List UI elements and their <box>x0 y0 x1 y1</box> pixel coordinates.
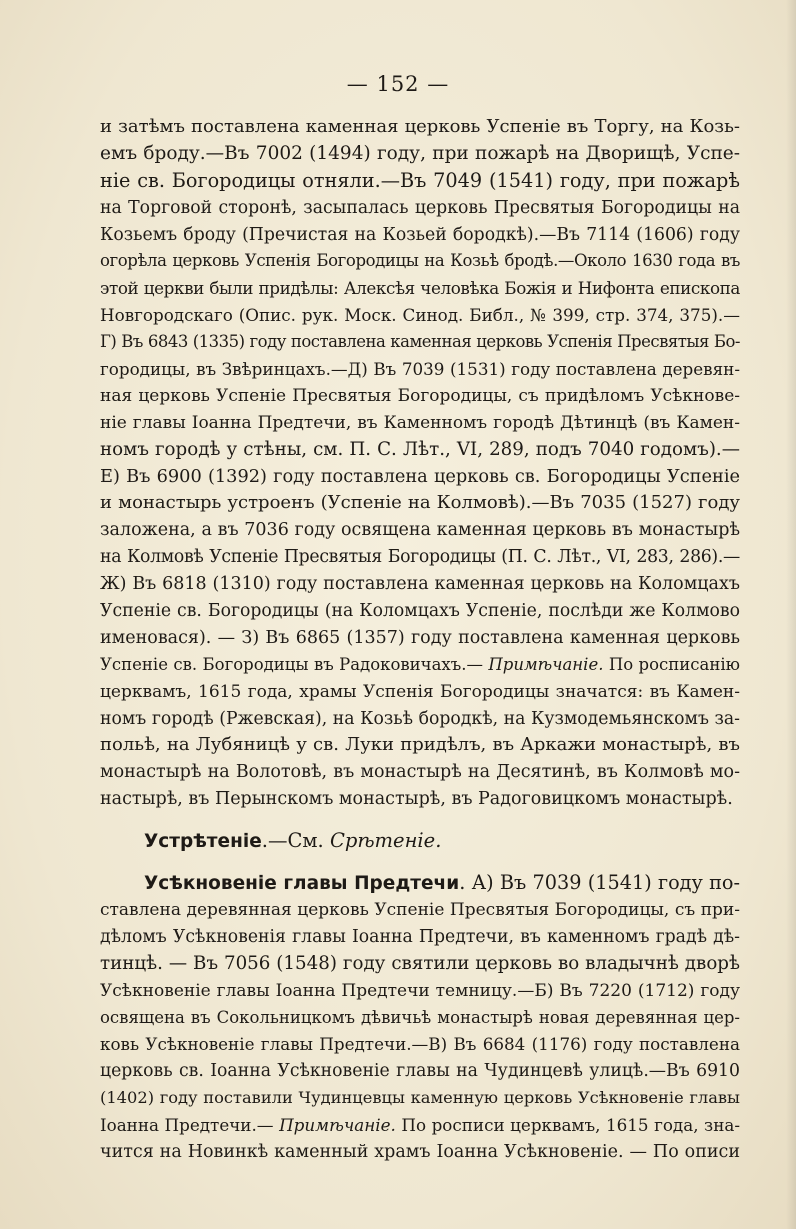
entry-sretenie <box>100 828 740 855</box>
text-line: монастырѣ на Волотовѣ, въ монастырѣ на Десятинѣ, въ Колмовѣ мо- <box>100 762 740 783</box>
text-run: По росписи церквамъ, 1615 года, зна- <box>395 1115 741 1136</box>
text-line: ная церковь Успеніе Пресвятыя Богородицы, съ придѣломъ Усѣкнове- <box>100 385 740 406</box>
text-line: Козьемъ броду (Пречистая на Козьей бородкѣ).—Въ 7114 (1606) году <box>100 224 740 245</box>
entry-heading: Устрѣтеніе <box>144 831 262 853</box>
text-line: ніе главы Іоанна Предтечи, въ Каменномъ городѣ Дѣтинцѣ (въ Камен- <box>100 412 740 433</box>
text-line: ставлена деревянная церковь Успеніе Пресвятыя Богородицы, съ при- <box>100 899 740 920</box>
text-line: церквамъ, 1615 года, храмы Успенія Богородицы значатся: въ Камен- <box>100 681 740 702</box>
text-line: тинцѣ. — Въ 7056 (1548) году святили церковь во владычнѣ дворѣ <box>100 952 740 974</box>
text-run: . А) Въ 7039 (1541) году по- <box>459 871 741 895</box>
text-line: городицы, въ Звѣринцахъ.—Д) Въ 7039 (1531) году поставлена деревян- <box>100 359 740 380</box>
text-line: и монастырь устроенъ (Успеніе на Колмовѣ).—Въ 7035 (1527) году <box>100 492 740 514</box>
text-line: настырѣ, въ Перынскомъ монастырѣ, въ Радоговицкомъ монастырѣ. <box>100 789 733 810</box>
text-line: Г) Въ 6843 (1335) году поставлена каменная церковь Успенія Пресвятыя Бо- <box>100 332 740 352</box>
paragraph-gap <box>100 813 740 828</box>
text-line: номъ городѣ у стѣны, см. П. С. Лѣт., VI, 289, подъ 7040 годомъ).— <box>100 438 740 460</box>
text-line: Новгородскаго (Опис. рук. Моск. Синод. Библ., № 399, стр. 374, 375).— <box>100 305 740 326</box>
text-line: ніе св. Богородицы отняли.—Въ 7049 (1541) году, при пожарѣ <box>100 168 740 192</box>
text-line <box>100 652 740 679</box>
text-line: церковь св. Іоанна Усѣкновеніе главы на Чудинцевѣ улицѣ.—Въ 6910 <box>100 1061 740 1082</box>
text-run: .—См. <box>261 829 330 853</box>
text-line: этой церкви были придѣлы: Алексѣя человѣка Божія и Нифонта епископа <box>100 278 740 299</box>
text-line: на Торговой сторонѣ, засыпалась церковь Пресвятыя Богородицы на <box>100 197 740 218</box>
body-text <box>100 114 740 1166</box>
text-run: По росписанію <box>603 654 741 674</box>
text-line: польѣ, на Лубяницѣ у св. Луки придѣлъ, въ Аркажи монастырѣ, въ <box>100 734 740 756</box>
text-line: чится на Новинкѣ каменный храмъ Іоанна Усѣкновеніе. — По описи <box>100 1141 740 1162</box>
text-line <box>100 1112 740 1139</box>
entry-usek-first-line <box>100 870 740 897</box>
text-line: Ж) Въ 6818 (1310) году поставлена каменная церковь на Коломцахъ <box>100 574 740 595</box>
text-line: номъ городѣ (Ржевская), на Козьѣ бородкѣ, на Кузмодемьянскомъ за- <box>100 708 740 729</box>
paragraph-gap <box>100 855 740 870</box>
note-label: Примѣчаніе. <box>279 1115 396 1136</box>
text-run: Успеніе св. Богородицы въ Радоковичахъ.— <box>100 654 489 674</box>
text-run: Іоанна Предтечи.— <box>100 1115 280 1136</box>
text-line: емъ броду.—Въ 7002 (1494) году, при пожарѣ на Дворищѣ, Успе- <box>100 142 740 164</box>
page-edge-shadow <box>786 0 796 1229</box>
text-line: ковь Усѣкновеніе главы Предтечи.—В) Въ 6684 (1176) году поставлена <box>100 1034 740 1055</box>
text-line: Е) Въ 6900 (1392) году поставлена церковь св. Богородицы Успеніе <box>100 466 740 487</box>
cross-reference: Срѣтеніе. <box>329 829 442 853</box>
note-label: Примѣчаніе. <box>488 654 604 674</box>
page-number: — 152 — <box>346 72 450 96</box>
text-line: огорѣла церковь Успенія Богородицы на Козьѣ бродѣ.—Около 1630 года въ <box>100 251 740 271</box>
text-line: заложена, а въ 7036 году освящена каменная церковь въ монастырѣ <box>100 520 740 541</box>
text-line: (1402) году поставили Чудинцевцы каменную церковь Усѣкновеніе главы <box>100 1088 740 1108</box>
text-line: Успеніе св. Богородицы (на Коломцахъ Успеніе, послѣди же Колмово <box>100 601 740 622</box>
text-line: именовася). — З) Въ 6865 (1357) году поставлена каменная церковь <box>100 627 740 648</box>
text-line: на Колмовѣ Успеніе Пресвятыя Богородицы (П. С. Лѣт., VI, 283, 286).— <box>100 547 740 568</box>
text-line: Усѣкновеніе главы Іоанна Предтечи темницу.—Б) Въ 7220 (1712) году <box>100 980 740 1001</box>
text-line: дѣломъ Усѣкновенія главы Іоанна Предтечи, въ каменномъ градѣ дѣ- <box>100 926 740 947</box>
text-line: освящена въ Сокольницкомъ дѣвичьѣ монастырѣ новая деревянная цер- <box>100 1007 740 1027</box>
entry-heading: Усѣкновеніе главы Предтечи <box>144 873 460 895</box>
text-line: и затѣмъ поставлена каменная церковь Успеніе въ Торгу, на Козь- <box>100 116 740 137</box>
